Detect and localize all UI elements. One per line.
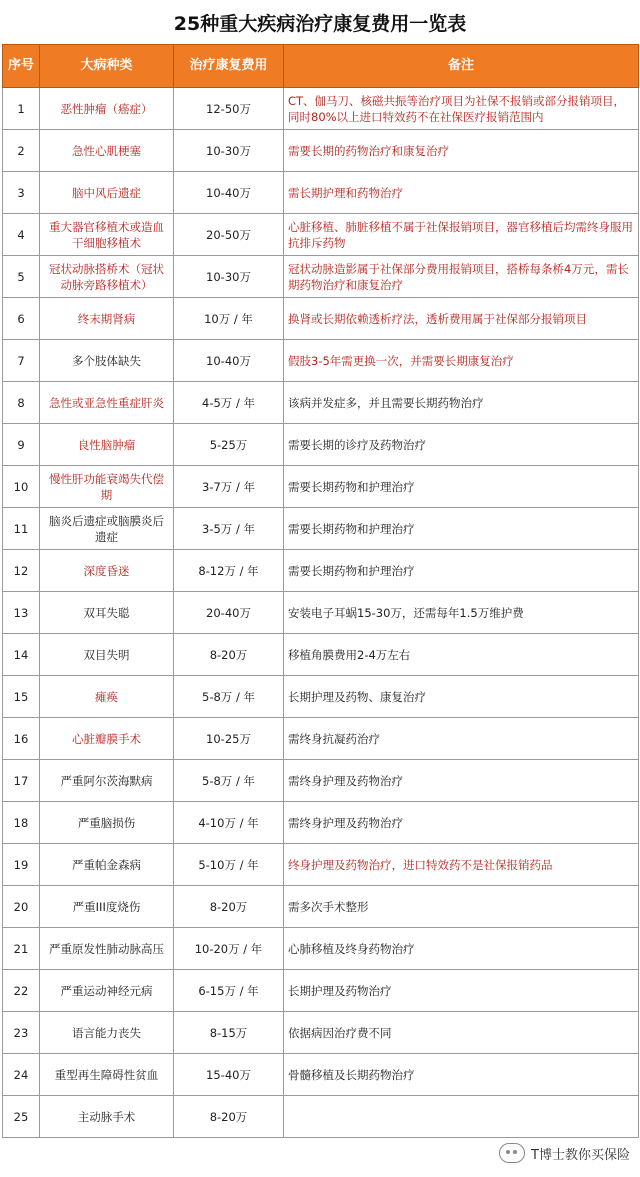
cell-note: 换肾或长期依赖透析疗法，透析费用属于社保部分报销项目 (284, 298, 639, 340)
cell-note: 需终身护理及药物治疗 (284, 802, 639, 844)
cell-note: 依据病因治疗费不同 (284, 1012, 639, 1054)
table-row (3, 970, 639, 1012)
cell-cost: 8-20万 (174, 634, 284, 676)
cell-disease: 主动脉手术 (40, 1096, 174, 1138)
table-row (3, 718, 639, 760)
cell-num: 23 (3, 1012, 40, 1054)
cell-disease: 冠状动脉搭桥术（冠状动脉旁路移植术） (40, 256, 174, 298)
cell-note: CT、伽马刀、核磁共振等治疗项目为社保不报销或部分报销项目，同时80%以上进口特效药不在社保医疗报销范围内 (284, 88, 639, 130)
cell-note: 需要长期药物和护理治疗 (284, 550, 639, 592)
cell-cost: 10-20万 / 年 (174, 928, 284, 970)
cell-num: 10 (3, 466, 40, 508)
table-row (3, 760, 639, 802)
cell-num: 16 (3, 718, 40, 760)
cell-disease: 深度昏迷 (40, 550, 174, 592)
cell-num: 6 (3, 298, 40, 340)
cell-num: 25 (3, 1096, 40, 1138)
table-row (3, 676, 639, 718)
header-disease: 大病种类 (40, 45, 174, 88)
cell-note: 心肺移植及终身药物治疗 (284, 928, 639, 970)
cell-num: 11 (3, 508, 40, 550)
cell-num: 8 (3, 382, 40, 424)
cell-disease: 恶性肿瘤（癌症） (40, 88, 174, 130)
cell-cost: 5-8万 / 年 (174, 760, 284, 802)
header-num: 序号 (3, 45, 40, 88)
table-header-row (3, 45, 639, 88)
cell-num: 18 (3, 802, 40, 844)
cell-disease: 严重阿尔茨海默病 (40, 760, 174, 802)
cell-disease: 严重原发性肺动脉高压 (40, 928, 174, 970)
cell-cost: 10-30万 (174, 256, 284, 298)
cell-num: 22 (3, 970, 40, 1012)
cell-cost: 10万 / 年 (174, 298, 284, 340)
watermark-text: T博士教你买保险 (531, 1147, 630, 1163)
cell-cost: 12-50万 (174, 88, 284, 130)
cell-note (284, 1096, 639, 1138)
cell-note: 终身护理及药物治疗，进口特效药不是社保报销药品 (284, 844, 639, 886)
page-title: 25种重大疾病治疗康复费用一览表 (173, 12, 467, 35)
cell-cost: 5-8万 / 年 (174, 676, 284, 718)
cell-num: 14 (3, 634, 40, 676)
cell-num: 2 (3, 130, 40, 172)
table-row (3, 382, 639, 424)
table-body (3, 88, 639, 1138)
cell-disease: 终末期肾病 (40, 298, 174, 340)
cell-disease: 瘫痪 (40, 676, 174, 718)
header-note: 备注 (284, 45, 639, 88)
table-row (3, 340, 639, 382)
cell-cost: 20-40万 (174, 592, 284, 634)
table-row (3, 844, 639, 886)
header-cost: 治疗康复费用 (174, 45, 284, 88)
cell-cost: 3-5万 / 年 (174, 508, 284, 550)
cell-note: 需要长期的药物治疗和康复治疗 (284, 130, 639, 172)
cell-num: 12 (3, 550, 40, 592)
cell-disease: 重型再生障碍性贫血 (40, 1054, 174, 1096)
cell-num: 7 (3, 340, 40, 382)
cell-cost: 5-10万 / 年 (174, 844, 284, 886)
cell-cost: 3-7万 / 年 (174, 466, 284, 508)
cell-note: 冠状动脉造影属于社保部分费用报销项目，搭桥每条桥4万元，需长期药物治疗和康复治疗 (284, 256, 639, 298)
cell-cost: 8-20万 (174, 886, 284, 928)
table-row (3, 1054, 639, 1096)
cell-cost: 15-40万 (174, 1054, 284, 1096)
cell-note: 假肢3-5年需更换一次，并需要长期康复治疗 (284, 340, 639, 382)
cell-num: 4 (3, 214, 40, 256)
cell-num: 5 (3, 256, 40, 298)
cell-note: 长期护理及药物、康复治疗 (284, 676, 639, 718)
cell-note: 骨髓移植及长期药物治疗 (284, 1054, 639, 1096)
table-row (3, 550, 639, 592)
table-row (3, 172, 639, 214)
cell-cost: 4-5万 / 年 (174, 382, 284, 424)
cell-num: 21 (3, 928, 40, 970)
table-row (3, 592, 639, 634)
cell-disease: 严重帕金森病 (40, 844, 174, 886)
cell-cost: 6-15万 / 年 (174, 970, 284, 1012)
cell-cost: 10-30万 (174, 130, 284, 172)
cell-num: 20 (3, 886, 40, 928)
cell-note: 需终身抗凝药治疗 (284, 718, 639, 760)
cell-cost: 4-10万 / 年 (174, 802, 284, 844)
table-row (3, 130, 639, 172)
table-row (3, 508, 639, 550)
table-row (3, 802, 639, 844)
cell-note: 需多次手术整形 (284, 886, 639, 928)
cell-disease: 语言能力丧失 (40, 1012, 174, 1054)
cell-disease: 多个肢体缺失 (40, 340, 174, 382)
cell-num: 13 (3, 592, 40, 634)
wechat-icon (499, 1143, 525, 1163)
table-row (3, 298, 639, 340)
cell-cost: 5-25万 (174, 424, 284, 466)
cell-note: 安装电子耳蜗15-30万，还需每年1.5万维护费 (284, 592, 639, 634)
cell-num: 3 (3, 172, 40, 214)
table-row (3, 424, 639, 466)
cell-disease: 双目失明 (40, 634, 174, 676)
cell-num: 15 (3, 676, 40, 718)
cell-note: 需长期护理和药物治疗 (284, 172, 639, 214)
table-row (3, 214, 639, 256)
cell-disease: 严重运动神经元病 (40, 970, 174, 1012)
cell-cost: 10-40万 (174, 172, 284, 214)
cell-disease: 良性脑肿瘤 (40, 424, 174, 466)
cell-disease: 严重脑损伤 (40, 802, 174, 844)
cell-cost: 10-25万 (174, 718, 284, 760)
cell-note: 心脏移植、肺脏移植不属于社保报销项目，器官移植后均需终身服用抗排斥药物 (284, 214, 639, 256)
cell-note: 长期护理及药物治疗 (284, 970, 639, 1012)
table-row (3, 466, 639, 508)
cost-table (2, 44, 639, 1138)
cell-num: 9 (3, 424, 40, 466)
cell-cost: 8-20万 (174, 1096, 284, 1138)
table-row (3, 1012, 639, 1054)
cell-num: 17 (3, 760, 40, 802)
cell-disease: 慢性肝功能衰竭失代偿期 (40, 466, 174, 508)
cell-disease: 急性心肌梗塞 (40, 130, 174, 172)
cell-disease: 心脏瓣膜手术 (40, 718, 174, 760)
cell-disease: 急性或亚急性重症肝炎 (40, 382, 174, 424)
cell-note: 移植角膜费用2-4万左右 (284, 634, 639, 676)
cell-note: 需要长期的诊疗及药物治疗 (284, 424, 639, 466)
cell-cost: 8-15万 (174, 1012, 284, 1054)
cell-num: 1 (3, 88, 40, 130)
cell-disease: 重大器官移植术或造血干细胞移植术 (40, 214, 174, 256)
table-row (3, 928, 639, 970)
cell-note: 该病并发症多，并且需要长期药物治疗 (284, 382, 639, 424)
table-row (3, 256, 639, 298)
cell-note: 需要长期药物和护理治疗 (284, 508, 639, 550)
watermark (499, 1143, 630, 1163)
cell-cost: 20-50万 (174, 214, 284, 256)
cell-num: 24 (3, 1054, 40, 1096)
cell-disease: 双耳失聪 (40, 592, 174, 634)
cell-note: 需要长期药物和护理治疗 (284, 466, 639, 508)
table-row (3, 88, 639, 130)
table-row (3, 886, 639, 928)
cell-disease: 脑中风后遗症 (40, 172, 174, 214)
cell-note: 需终身护理及药物治疗 (284, 760, 639, 802)
cell-num: 19 (3, 844, 40, 886)
cell-disease: 脑炎后遗症或脑膜炎后遗症 (40, 508, 174, 550)
cell-disease: 严重III度烧伤 (40, 886, 174, 928)
cell-cost: 8-12万 / 年 (174, 550, 284, 592)
cell-cost: 10-40万 (174, 340, 284, 382)
table-row (3, 1096, 639, 1138)
table-row (3, 634, 639, 676)
